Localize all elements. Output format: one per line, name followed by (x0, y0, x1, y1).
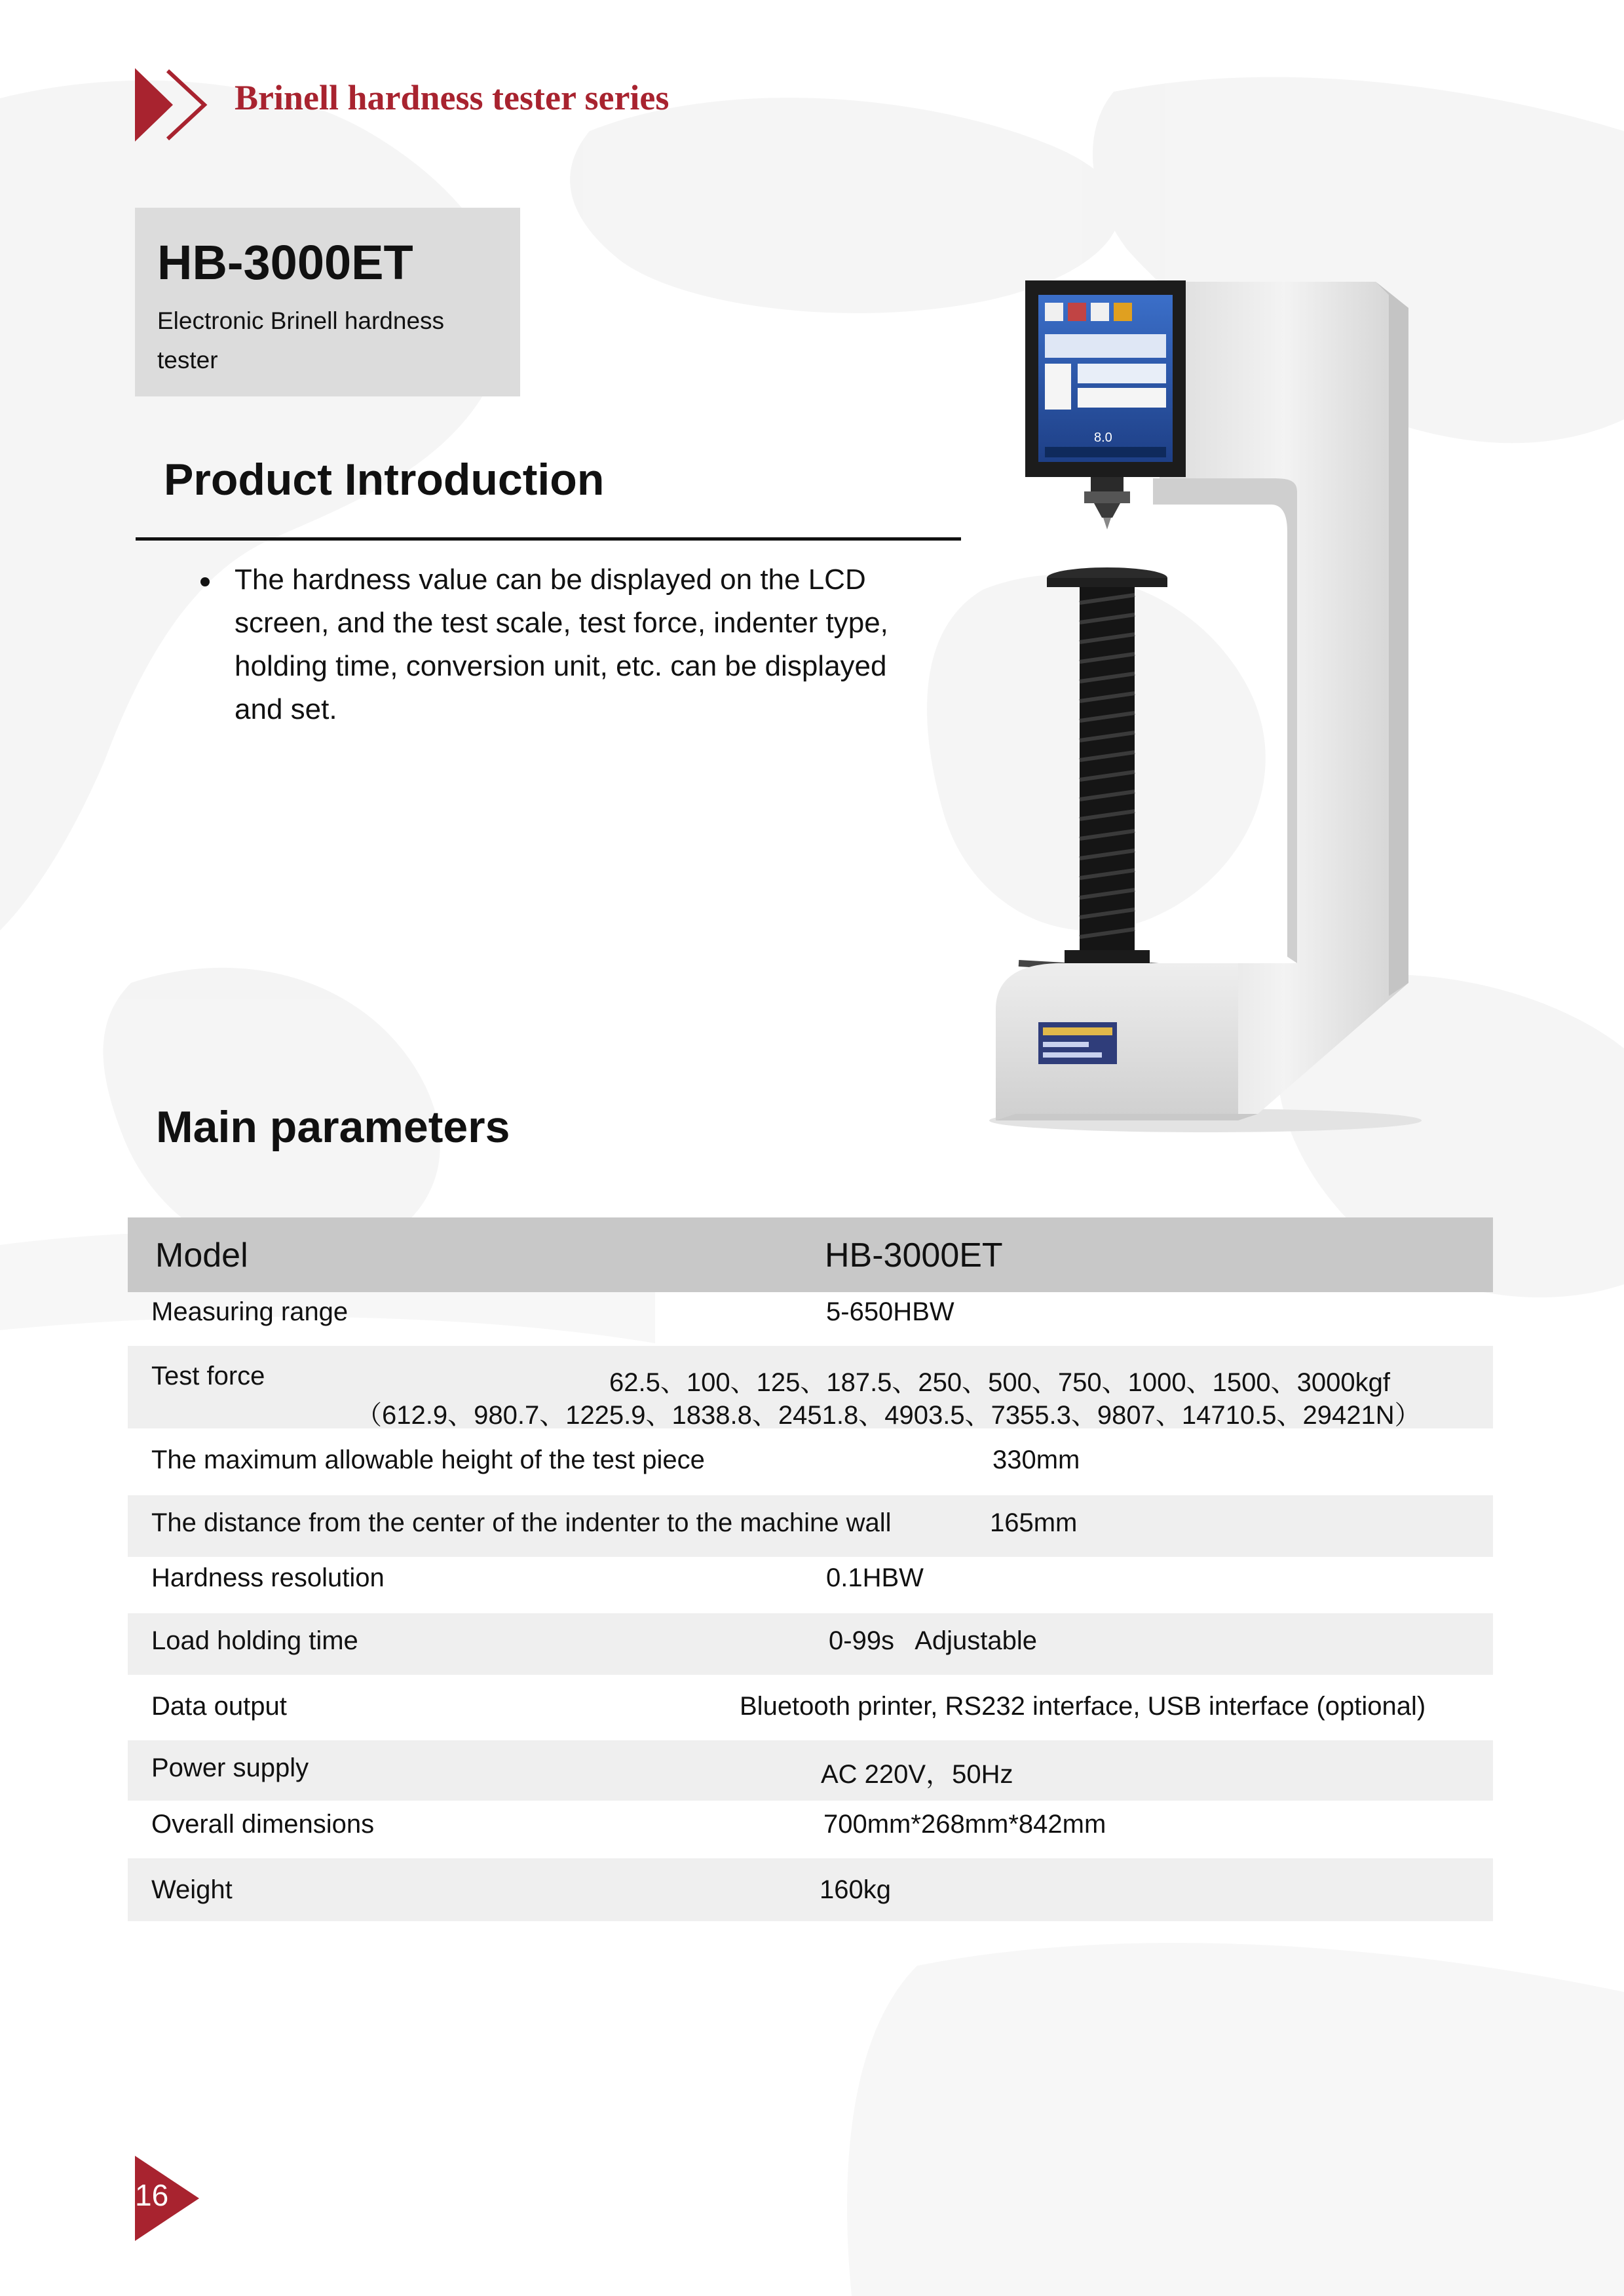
row-value: 5-650HBW (826, 1297, 954, 1326)
row-label: Overall dimensions (151, 1810, 375, 1839)
table-row (128, 1495, 1493, 1557)
hardness-tester-image (956, 269, 1428, 1134)
row-value: 62.5、100、125、187.5、250、500、750、1000、1500、3000kgf (609, 1368, 1390, 1397)
row-label: Hardness resolution (151, 1563, 385, 1592)
table-row (128, 1346, 1493, 1428)
intro-bullet-list (195, 558, 942, 731)
table-row (128, 1801, 1493, 1858)
model-subtitle: Electronic Brinell hardness tester (157, 307, 445, 373)
table-row (128, 1557, 1493, 1613)
page-number: 16 (135, 2178, 169, 2212)
row-value: 160kg (820, 1875, 891, 1904)
product-introduction-heading: Product Introduction (164, 455, 605, 505)
row-value: Bluetooth printer, RS232 interface, USB interface (optional) (740, 1692, 1426, 1721)
row-value: 0.1HBW (826, 1563, 924, 1592)
row-value: 330mm (992, 1445, 1080, 1474)
row-label: Load holding time (151, 1626, 358, 1655)
header-label: Model (155, 1236, 248, 1274)
parameters-table-header (128, 1217, 1493, 1292)
main-parameters-heading: Main parameters (156, 1102, 510, 1152)
table-row (128, 1292, 1493, 1346)
row-label: Power supply (151, 1753, 309, 1782)
row-label: Test force (151, 1362, 265, 1390)
screen-reading: 8.0 (1094, 430, 1112, 445)
row-value: AC 220V，50Hz (821, 1760, 1013, 1789)
row-label: The maximum allowable height of the test piece (151, 1445, 705, 1474)
series-title: Brinell hardness tester series (235, 78, 670, 117)
intro-bullet: The hardness value can be displayed on the LCD screen, and the test scale, test force, indenter type, holding time, conversion unit, etc. can be displayed and set. (195, 558, 942, 731)
row-label: Data output (151, 1692, 287, 1721)
row-label: The distance from the center of the indenter to the machine wall (151, 1508, 892, 1537)
row-value-secondary: （612.9、980.7、1225.9、1838.8、2451.8、4903.5、7355.3、9807、14710.5、29421N） (356, 1401, 1421, 1430)
header-value: HB-3000ET (825, 1236, 1003, 1274)
intro-divider (136, 537, 961, 541)
double-chevron-icon (135, 68, 211, 142)
row-value: 0-99s Adjustable (829, 1626, 1037, 1655)
table-row (128, 1675, 1493, 1740)
row-label: Measuring range (151, 1297, 349, 1326)
table-row (128, 1740, 1493, 1801)
model-name: HB-3000ET (157, 235, 413, 290)
table-row (128, 1428, 1493, 1495)
row-label: Weight (151, 1875, 233, 1904)
table-row (128, 1613, 1493, 1675)
table-row (128, 1858, 1493, 1921)
row-value: 700mm*268mm*842mm (823, 1810, 1106, 1839)
row-value: 165mm (990, 1508, 1078, 1537)
